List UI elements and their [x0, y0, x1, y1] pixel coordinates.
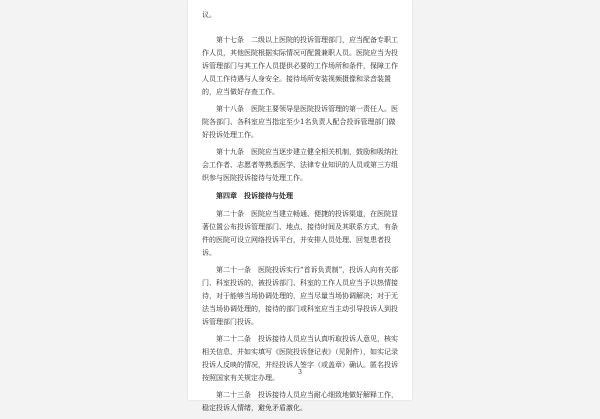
article-22: 第二十二条 投诉接待人员应当认真听取投诉人意见，核实相关信息，并如实填写《医院投诉登记表》（见附件），如实记录投诉人反映的情况，并经投诉人签字（或盖章）确认。匿名投诉按照国家有关规定办理。 [202, 335, 398, 382]
document-page [188, 0, 412, 412]
article-17: 第十七条 二级以上医院的投诉管理部门，应当配备专职工作人员，其他医院根据实际情况可配置兼职人员。医院应当为投诉管理部门与其工作人员提供必要的工作场所和条件，保障工作人员工作待遇与人身安全。接待场所安装视频摄像和录音装置的，应当做好存查工作。 [202, 36, 398, 96]
article-19: 第十九条 医院应当逐步建立健全相关机制，鼓励和吸纳社会工作者、志愿者等熟悉医学、法律专业知识的人员或第三方组织参与医院投诉接待与处理工作。 [202, 148, 398, 182]
article-21: 第二十一条 医院投诉实行“首诉负责制”，投诉人向有关部门、科室投诉的，被投诉部门、科室的工作人员应当予以热情接待，对于能够当场协调处理的，应当尽量当场协调解决；对于无法当场协调处理的，接待的部门或科室应当主动引导投诉人到投诉管理部门投诉。 [202, 266, 399, 326]
article-23: 第二十三条 投诉接待人员应当耐心细致地做好解释工作，稳定投诉人情绪，避免矛盾激化。 [202, 391, 398, 412]
chapter-heading: 第四章 投诉接待与处理 [216, 191, 293, 200]
article-20: 第二十条 医院应当建立畅通、便捷的投诉渠道，在医院显著位置公布投诉管理部门、地点、接待时间及其联系方式，有条件的医院可设立网络投诉平台，并安排人员处理、回复患者投诉。 [202, 210, 398, 257]
article-18: 第十八条 医院主要领导是医院投诉管理的第一责任人。医院各部门、各科室应当指定至少1名负责人配合投诉管理部门做好投诉处理工作。 [202, 105, 398, 139]
top-text-fragment: 议。 [202, 11, 216, 19]
page-number: 3 [298, 369, 302, 376]
document-content [202, 34, 400, 419]
